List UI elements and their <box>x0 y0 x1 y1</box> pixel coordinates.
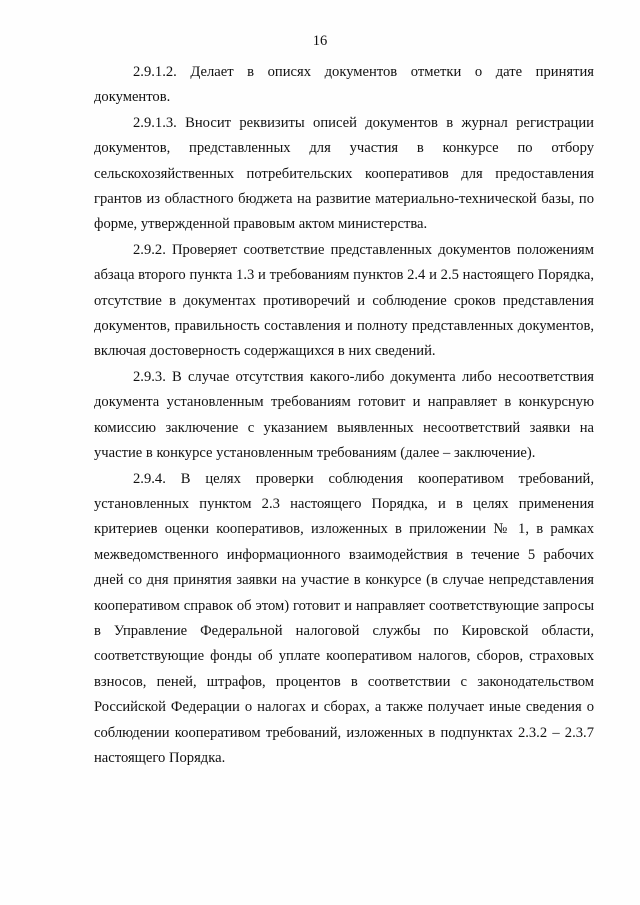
paragraph-2-9-2: 2.9.2. Проверяет соответствие представленных документов положениям абзаца второго пункта 1.3 и требованиям пунктов 2.4 и 2.5 настоящего Порядка, отсутствие в документах противоречий и соблюдение сроков представления документов, правильность составления и полноту представленных документов, включая достоверность содержащихся в них сведений. <box>94 241 594 360</box>
paragraph-2-9-3: 2.9.3. В случае отсутствия какого-либо документа либо несоответствия документа установленным требованиям готовит и направляет в конкурсную комиссию заключение с указанием выявленных несоответствий заявки на участие в конкурсе установленным требованиям (далее – заключение). <box>94 368 594 462</box>
document-body <box>94 60 594 771</box>
page-number: 16 <box>312 33 328 49</box>
paragraph-2-9-1-3: 2.9.1.3. Вносит реквизиты описей документов в журнал регистрации документов, представленных для участия в конкурсе по отбору сельскохозяйственных потребительских кооперативов для предоставления грантов из областного бюджета на развитие материально-технической базы, по форме, утвержденной правовым актом министерства. <box>94 114 594 233</box>
paragraph-2-9-4: 2.9.4. В целях проверки соблюдения кооперативом требований, установленных пунктом 2.3 настоящего Порядка, и в целях применения критериев оценки кооперативов, изложенных в приложении № 1, в рамках межведомственного информационного взаимодействия в течение 5 рабочих дней со дня принятия заявки на участие в конкурсе (в случае непредставления кооперативом справок об этом) готовит и направляет соответствующие запросы в Управление Федеральной налоговой службы по Кировской области, соответствующие фонды об уплате кооперативом налогов, сборов, страховых взносов, пеней, штрафов, процентов в соответствии с законодательством Российской Федерации о налогах и сборах, а также получает иные сведения о соблюдении кооперативом требований, изложенных в подпунктах 2.3.2 – 2.3.7 настоящего Порядка. <box>94 470 594 766</box>
paragraph-2-9-1-2: 2.9.1.2. Делает в описях документов отметки о дате принятия документов. <box>94 64 594 106</box>
